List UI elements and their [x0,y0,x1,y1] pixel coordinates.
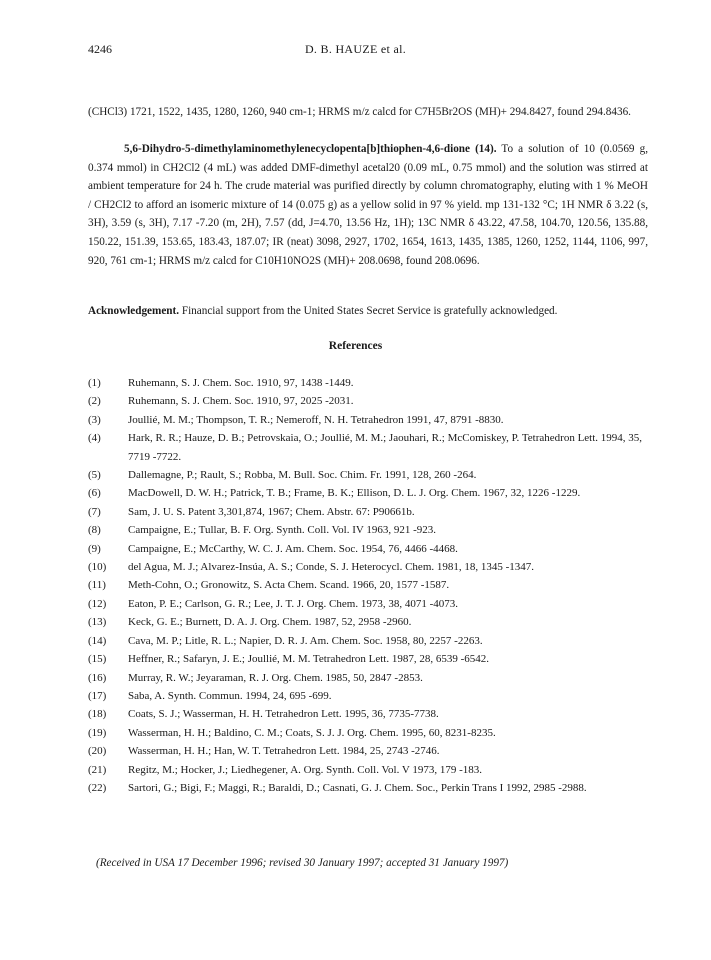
page-number: 4246 [88,42,112,56]
reference-text: Eaton, P. E.; Carlson, G. R.; Lee, J. T. J. Org. Chem. 1973, 38, 4071 -4073. [128,597,458,610]
reference-text: Murray, R. W.; Jeyaraman, R. J. Org. Chem. 1985, 50, 2847 -2853. [128,671,423,684]
reference-text: Campaigne, E.; McCarthy, W. C. J. Am. Chem. Soc. 1954, 76, 4466 -4468. [128,542,458,555]
reference-item [88,779,658,797]
reference-text: Hark, R. R.; Hauze, D. B.; Petrovskaia, O.; Joullié, M. M.; Jaouhari, R.; McComiskey, P. Tetrahedron Lett. 1994, 35, 7719 -7722. [128,432,643,463]
reference-text: Meth-Cohn, O.; Gronowitz, S. Acta Chem. Scand. 1966, 20, 1577 -1587. [128,579,450,592]
reference-text: Ruhemann, S. J. Chem. Soc. 1910, 97, 1438 -1449. [128,377,354,389]
references-heading: References [328,340,383,352]
reference-number: (20) [88,745,107,758]
acknowledgement [88,302,648,321]
reference-item [88,724,658,742]
reference-number: (17) [88,689,107,702]
reference-number: (1) [88,377,101,389]
reference-text: Ruhemann, S. J. Chem. Soc. 1910, 97, 2025 -2031. [128,395,354,408]
reference-item [88,761,658,779]
reference-item [88,484,658,502]
reference-text: Heffner, R.; Safaryn, J. E.; Joullié, M. M. Tetrahedron Lett. 1987, 28, 6539 -6542. [128,653,490,666]
reference-text: Joullié, M. M.; Thompson, T. R.; Nemeroff, N. H. Tetrahedron 1991, 47, 8791 -8830. [128,413,504,426]
reference-item [88,392,658,410]
reference-number: (15) [88,653,107,666]
running-title: D. B. HAUZE et al. [304,42,407,56]
reference-item [88,595,658,613]
reference-item [88,540,658,558]
reference-number: (9) [88,542,101,555]
references-list [88,374,658,797]
reference-item [88,576,658,594]
reference-text: Cava, M. P.; Litle, R. L.; Napier, D. R. J. Am. Chem. Soc. 1958, 80, 2257 -2263. [128,634,483,647]
reference-item [88,558,658,576]
reference-number: (13) [88,616,107,629]
reference-number: (21) [88,763,107,776]
reference-item [88,705,658,723]
reference-text: Wasserman, H. H.; Baldino, C. M.; Coats, S. J. J. Org. Chem. 1995, 60, 8231-8235. [128,726,496,739]
reference-text: Campaigne, E.; Tullar, B. F. Org. Synth. Coll. Vol. IV 1963, 921 -923. [128,524,437,537]
reference-item [88,742,658,760]
reference-item [88,613,658,631]
reference-text: Regitz, M.; Hocker, J.; Liedhegener, A. Org. Synth. Coll. Vol. V 1973, 179 -183. [128,763,483,776]
reference-number: (19) [88,726,107,739]
reference-number: (2) [88,395,101,408]
reference-number: (14) [88,634,107,647]
reference-text: Keck, G. E.; Burnett, D. A. J. Org. Chem. 1987, 52, 2958 -2960. [128,616,412,629]
reference-number: (16) [88,671,107,684]
reference-item [88,466,658,484]
reference-text: del Agua, M. J.; Alvarez-Insúa, A. S.; Conde, S. J. Heterocycl. Chem. 1981, 18, 1345 -1347. [128,561,535,574]
reference-number: (7) [88,505,101,518]
reference-text: Sartori, G.; Bigi, F.; Maggi, R.; Baraldi, D.; Casnati, G. J. Chem. Soc., Perkin Trans I 1992, 2985 -2988. [128,781,587,794]
received-text: (Received in USA 17 December 1996; revised 30 January 1997; accepted 31 January 1997) [96,857,509,869]
paragraph-compound-14 [88,140,648,270]
reference-text: Sam, J. U. S. Patent 3,301,874, 1967; Chem. Abstr. 67: P90661b. [128,505,415,518]
reference-number: (12) [88,597,107,610]
reference-number: (10) [88,561,107,574]
reference-number: (18) [88,708,107,721]
reference-item [88,429,658,466]
reference-item [88,650,658,668]
acknowledgement-text: Financial support from the United States Secret Service is gratefully acknowledged. [181,305,558,317]
reference-item [88,669,658,687]
reference-number: (11) [88,579,106,592]
reference-number: (8) [88,524,101,537]
reference-number: (5) [88,469,101,482]
reference-item [88,632,658,650]
reference-number: (3) [88,413,101,426]
reference-text: Coats, S. J.; Wasserman, H. H. Tetrahedron Lett. 1995, 36, 7735-7738. [128,708,439,721]
reference-text: Saba, A. Synth. Commun. 1994, 24, 695 -699. [128,689,332,702]
reference-item [88,503,658,521]
reference-item [88,374,658,392]
reference-text: Dallemagne, P.; Rault, S.; Robba, M. Bull. Soc. Chim. Fr. 1991, 128, 260 -264. [128,469,477,482]
compound-heading: 5,6-Dihydro-5-dimethylaminomethylenecyclopenta[b]thiophen-4,6-dione (14). [124,143,497,155]
reference-text: MacDowell, D. W. H.; Patrick, T. B.; Frame, B. K.; Ellison, D. L. J. Org. Chem. 1967, 32, 1226 -1229. [128,487,581,500]
reference-number: (22) [88,781,107,794]
reference-number: (6) [88,487,101,500]
paragraph-hrms-data: (CHCl3) 1721, 1522, 1435, 1280, 1260, 940 cm-1; HRMS m/z calcd for C7H5Br2OS (MH)+ 294.8427, found 294.8436. [88,106,631,118]
reference-item [88,687,658,705]
received-dates [96,857,508,869]
reference-item [88,411,658,429]
reference-number: (4) [88,432,101,445]
compound-procedure: To a solution of 10 (0.0569 g, 0.374 mmol) in CH2Cl2 (4 mL) was added DMF-dimethyl acetal20 (0.09 mL, 0.75 mmol) and the solution was stirred at ambient temperature for 24 h. The crude material was purified directly by column chromatography, eluting with 1 % MeOH / CH2Cl2 to afford an isomeric mixture of 14 (0.075 g) as a yellow solid in 97 % yield. mp 131-132 °C; 1H NMR δ 3.22 (s, 3H), 3.59 (s, 3H), 7.17 -7.20 (m, 2H), 7.57 (dd, J=4.70, 13.56 Hz, 1H); 13C NMR δ 43.22, 47.58, 104.70, 120.56, 135.88, 150.22, 151.39, 153.65, 183.43, 187.07; IR (neat) 3098, 2927, 1702, 1654, 1613, 1435, 1385, 1260, 1252, 1144, 1106, 997, 920, 761 cm-1; HRMS m/z calcd for C10H10NO2S (MH)+ 208.0698, found 208.0696. [88,143,648,267]
reference-text: Wasserman, H. H.; Han, W. T. Tetrahedron Lett. 1984, 25, 2743 -2746. [128,745,440,758]
reference-item [88,521,658,539]
acknowledgement-label: Acknowledgement. [88,305,180,317]
